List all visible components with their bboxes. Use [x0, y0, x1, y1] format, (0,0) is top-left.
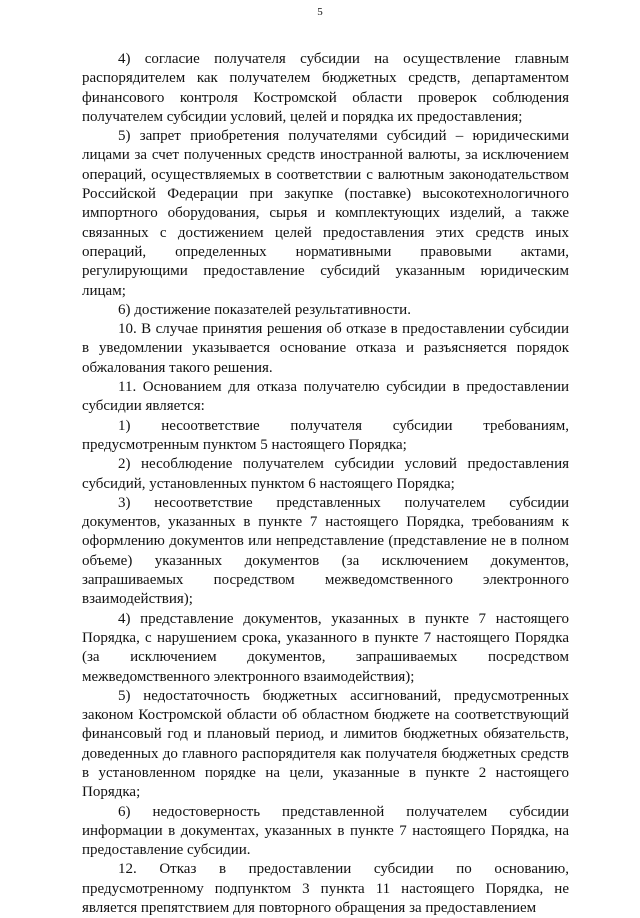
paragraph-clause-11: 11. Основанием для отказа получателю субсидии в предоставлении субсидии является: — [82, 379, 569, 415]
paragraph-consent-inspections: 4) согласие получателя субсидии на осуществление главным распорядителем как получателем бюджетных средств, департаментом финансового контроля Костромской области проверок соблюдения получателем субсидии условий, целей и порядка их предоставления; — [82, 51, 569, 125]
document-body — [82, 50, 569, 918]
paragraph-performance-indicators: 6) достижение показателей результативности. — [118, 301, 411, 318]
paragraph-clause-12: 12. Отказ в предоставлении субсидии по основанию, предусмотренному подпунктом 3 пункта 11 настоящего Порядка, не является препятствием для повторного обращения за предоставлением — [82, 861, 569, 917]
paragraph-refusal-ground-1: 1) несоответствие получателя субсидии требованиям, предусмотренным пунктом 5 настоящего Порядка; — [82, 417, 569, 453]
paragraph-refusal-ground-6: 6) недостоверность представленной получателем субсидии информации в документах, указанных в пункте 7 настоящего Порядка, на предоставление субсидии. — [82, 803, 569, 859]
paragraph-foreign-currency-ban: 5) запрет приобретения получателями субсидий – юридическими лицами за счет полученных средств иностранной валюты, за исключением операций, осуществляемых в соответствии с валютным законодательством Российской Федерации при закупке (поставке) высокотехнологичного импортного оборудования, сырья и комплектующих изделий, а также связанных с достижением целей предоставления этих средств иных операций, определенных нормативными правовыми актами, регулирующими предоставление субсидий указанным юридическим лицам; — [82, 128, 569, 299]
paragraph-clause-10: 10. В случае принятия решения об отказе в предоставлении субсидии в уведомлении указывается основание отказа и разъясняется порядок обжалования такого решения. — [82, 321, 569, 376]
paragraph-refusal-ground-5: 5) недостаточность бюджетных ассигнований, предусмотренных законом Костромской области об областном бюджете на соответствующий финансовый год и плановый период, и лимитов бюджетных обязательств, доведенных до главного распорядителя как получателя бюджетных средств в установленном порядке на цели, указанные в пункте 2 настоящего Порядка; — [82, 687, 569, 801]
paragraph-refusal-ground-2: 2) несоблюдение получателем субсидии условий предоставления субсидий, установленных пунктом 6 настоящего Порядка; — [82, 456, 569, 492]
paragraph-refusal-ground-3: 3) несоответствие представленных получателем субсидии документов, указанных в пункте 7 настоящего Порядка, требованиям к оформлению документов или непредставление (представление не в полном объеме) указанных документов (за исключением документов, запрашиваемых посредством межведомственного электронного взаимодействия); — [82, 494, 569, 608]
paragraph-refusal-ground-4: 4) представление документов, указанных в пункте 7 настоящего Порядка, с нарушением срока, указанного в пункте 7 настоящего Порядка (за исключением документов, запрашиваемых посредством межведомственного электронного взаимодействия); — [82, 610, 569, 685]
page-number: 5 — [317, 6, 323, 18]
